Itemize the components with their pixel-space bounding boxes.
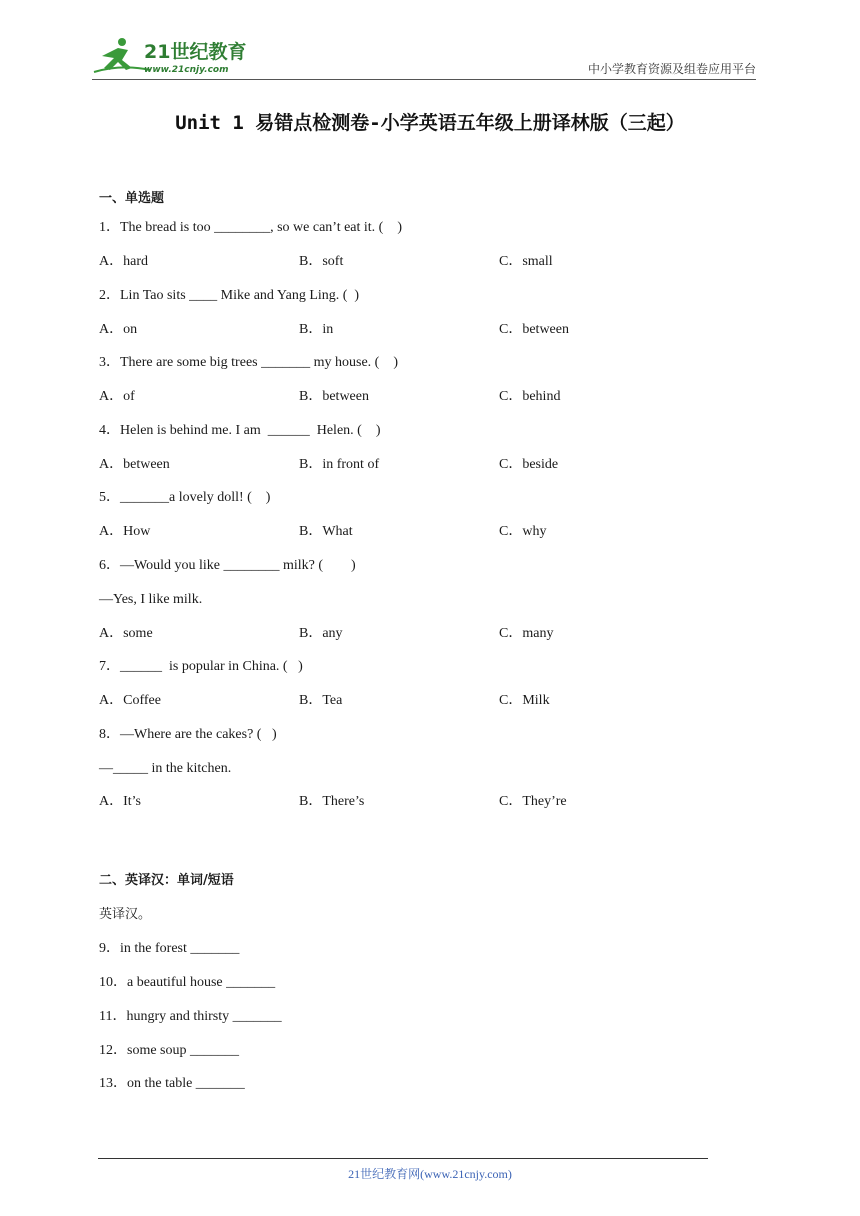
question-dialogue-line: —Yes, I like milk. xyxy=(99,592,203,607)
translation-item: 9．in the forest _______ xyxy=(99,941,240,956)
page-header xyxy=(92,30,756,80)
question-stem: 8．—Where are the cakes? ( ) xyxy=(99,727,277,742)
option-b: B．in front of xyxy=(299,457,380,472)
option-c: C．They’re xyxy=(499,794,567,809)
option-b: B．There’s xyxy=(299,794,365,809)
option-a: A．How xyxy=(99,524,151,539)
option-c: C．Milk xyxy=(499,693,550,708)
option-b: B．soft xyxy=(299,254,344,269)
option-b: B．What xyxy=(299,524,353,539)
translation-item: 13．on the table _______ xyxy=(99,1076,245,1091)
option-a: A．of xyxy=(99,389,135,404)
option-a: A．Coffee xyxy=(99,693,161,708)
option-a: A．on xyxy=(99,322,138,337)
option-a: A．between xyxy=(99,457,170,472)
question-dialogue-line: —_____ in the kitchen. xyxy=(99,761,232,776)
question-stem: 1．The bread is too ________, so we can’t eat it. ( ) xyxy=(99,220,403,235)
translation-item: 10．a beautiful house _______ xyxy=(99,975,276,990)
footer-divider xyxy=(98,1158,708,1159)
header-divider xyxy=(92,79,756,80)
question-stem: 3．There are some big trees _______ my house. ( ) xyxy=(99,355,398,370)
section-instruction: 英译汉。 xyxy=(99,907,152,922)
translation-item: 11．hungry and thirsty _______ xyxy=(99,1009,282,1024)
option-a: A．It’s xyxy=(99,794,141,809)
question-stem: 6．—Would you like ________ milk? ( ) xyxy=(99,558,356,573)
option-a: A．hard xyxy=(99,254,148,269)
section-heading: 二、英译汉：单词/短语 xyxy=(99,873,234,888)
svg-text:21世纪教育: 21世纪教育 xyxy=(144,41,247,63)
question-stem: 4．Helen is behind me. I am ______ Helen. ( ) xyxy=(99,423,381,438)
option-a: A．some xyxy=(99,626,153,641)
option-c: C．many xyxy=(499,626,554,641)
question-stem: 7．______ is popular in China. ( ) xyxy=(99,659,303,674)
page-title: Unit 1 易错点检测卷-小学英语五年级上册译林版（三起） xyxy=(175,112,685,134)
question-stem: 5．_______a lovely doll! ( ) xyxy=(99,490,271,505)
footer-link[interactable]: 21世纪教育网(www.21cnjy.com) xyxy=(348,1167,512,1181)
option-b: B．between xyxy=(299,389,369,404)
option-c: C．behind xyxy=(499,389,561,404)
section-heading: 一、单选题 xyxy=(99,191,165,206)
logo-21cnjy-icon xyxy=(92,34,262,78)
translation-item: 12．some soup _______ xyxy=(99,1043,239,1058)
question-stem: 2．Lin Tao sits ____ Mike and Yang Ling. ( ) xyxy=(99,288,360,303)
option-b: B．any xyxy=(299,626,343,641)
option-c: C．why xyxy=(499,524,547,539)
option-b: B．Tea xyxy=(299,693,343,708)
option-b: B．in xyxy=(299,322,334,337)
option-c: C．between xyxy=(499,322,569,337)
platform-tagline: 中小学教育资源及组卷应用平台 xyxy=(587,62,756,76)
option-c: C．beside xyxy=(499,457,559,472)
svg-text:www.21cnjy.com: www.21cnjy.com xyxy=(144,65,229,75)
option-c: C．small xyxy=(499,254,553,269)
